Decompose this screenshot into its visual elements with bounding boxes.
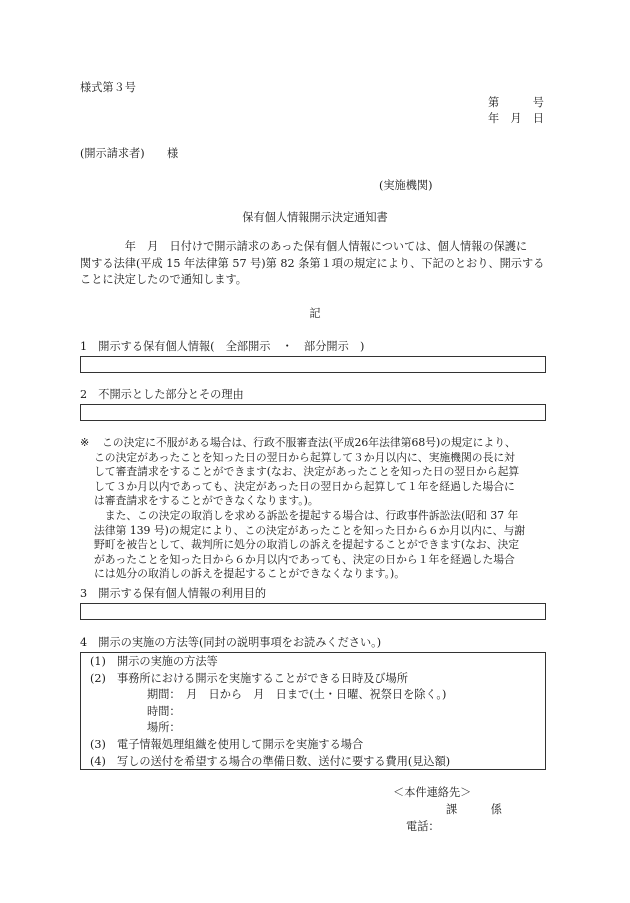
intro-paragraph	[80, 240, 550, 290]
intro-line: 関する法律(平成 15 年法律第 57 号)第 82 条第１項の規定により、下記のとおり、開示する	[80, 256, 545, 270]
contact-department: 課 係	[446, 803, 502, 816]
document-date: 年 月 日	[488, 112, 544, 125]
page-title: 保有個人情報開示決定通知書	[242, 211, 388, 224]
note-line: があったことを知った日から６か月以内であっても、決定の日から１年を経過した場合	[94, 552, 515, 566]
note-line: この決定に不服がある場合は、行政不服審査法(平成26年法律第68号)の規定により、	[102, 436, 516, 449]
document-number: 第 号	[488, 96, 544, 109]
list-item: (1) 開示の実施の方法等	[90, 655, 218, 668]
note-line: には処分の取消しの訴えを提起することができなくなります。)。	[94, 567, 406, 581]
form-number: 様式第３号	[80, 81, 136, 94]
list-item: 時間：	[147, 704, 181, 718]
list-item: 期間： 月 日から 月 日まで(土・日曜、祝祭日を除く。)	[147, 688, 447, 702]
recipient-line: (開示請求者) 様	[80, 147, 179, 160]
section-4-label: 4 開示の実施の方法等(同封の説明事項をお読みください。)	[80, 636, 382, 649]
section-3-label: 3 開示する保有個人情報の利用目的	[80, 587, 267, 600]
intro-line: ことに決定したので通知します。	[80, 273, 247, 286]
note-line: また、この決定の取消しを求める訴訟を提起する場合は、行政事件訴訟法(昭和 37 年	[94, 508, 519, 522]
intro-line: 年 月 日付けで開示請求のあった保有個人情報については、個人情報の保護に	[80, 240, 528, 253]
note-line: 法律第 139 号)の規定により、この決定があったことを知った日から６か月以内に、与謝	[94, 523, 526, 537]
note-line: して３か月以内であっても、決定があった日の翌日から起算して１年を経過した場合に	[94, 479, 515, 493]
ki-heading: 記	[309, 307, 321, 320]
section-2-box	[80, 404, 546, 421]
note-mark: ※	[80, 436, 90, 449]
section-1-box	[80, 356, 546, 373]
issuing-agency: (実施機関)	[379, 179, 433, 192]
section-3-box	[80, 603, 546, 620]
list-item: (4) 写しの送付を希望する場合の準備日数、送付に要する費用(見込額)	[90, 754, 451, 768]
note-line: この決定があったことを知った日の翌日から起算して３か月以内に、実施機関の長に対	[94, 450, 515, 464]
note-block	[94, 436, 550, 582]
list-item: (3) 電子情報処理組織を使用して開示を実施する場合	[90, 737, 364, 751]
contact-heading: ＜本件連絡先＞	[393, 786, 472, 799]
list-item: (2) 事務所における開示を実施することができる日時及び場所	[90, 671, 408, 685]
list-item: 場所：	[147, 721, 181, 735]
contact-phone: 電話：	[406, 820, 440, 833]
section-4-box	[80, 652, 546, 770]
section-1-label: 1 開示する保有個人情報( 全部開示 ・ 部分開示 )	[80, 340, 365, 353]
note-line: 野町を被告として、裁判所に処分の取消しの訴えを提起することができます(なお、決定	[94, 538, 520, 552]
note-line: して審査請求をすることができます(なお、決定があったことを知った日の翌日から起算	[94, 465, 520, 479]
note-line: は審査請求をすることができなくなります。)。	[94, 494, 319, 508]
section-2-label: 2 不開示とした部分とその理由	[80, 388, 244, 401]
